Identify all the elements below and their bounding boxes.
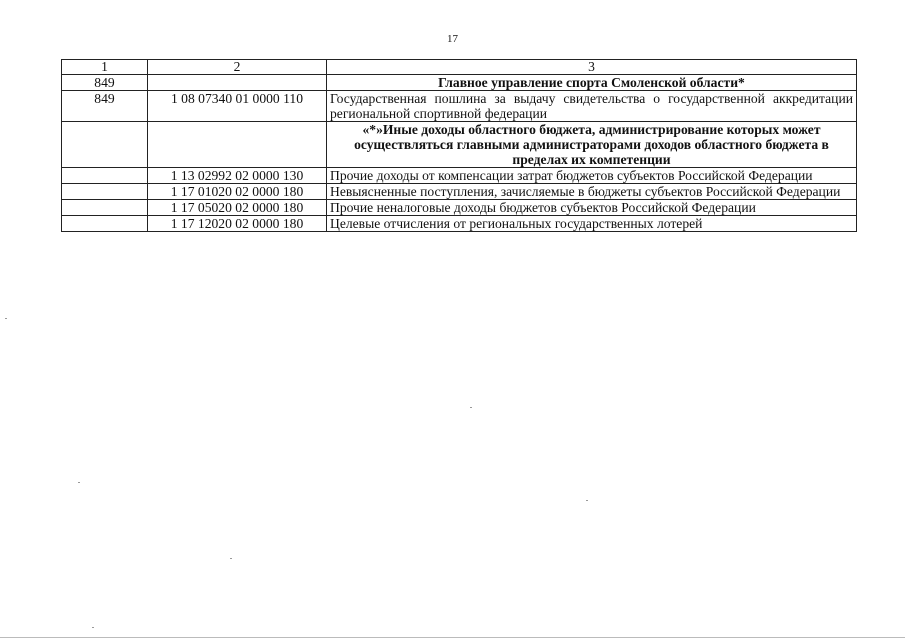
section-note-cell: «*»Иные доходы областного бюджета, администрирование которых может осуществляться главными администраторами доходов областного бюджета в пределах их компетенции (327, 122, 857, 168)
administrator-name-cell: Главное управление спорта Смоленской области* (327, 75, 857, 91)
column-header-3: 3 (327, 60, 857, 75)
column-header-2: 2 (148, 60, 327, 75)
scan-bottom-edge (0, 637, 905, 638)
income-code-cell (148, 122, 327, 168)
table-row (62, 216, 857, 232)
admin-code-cell (62, 168, 148, 184)
income-code-cell: 1 17 12020 02 0000 180 (148, 216, 327, 232)
income-administrators-table (61, 59, 857, 232)
table-header-row (62, 60, 857, 75)
admin-code-cell (62, 216, 148, 232)
income-code-cell: 1 17 01020 02 0000 180 (148, 184, 327, 200)
table-row (62, 122, 857, 168)
income-name-cell: Невыясненные поступления, зачисляемые в бюджеты субъектов Российской Федерации (327, 184, 857, 200)
table-row (62, 75, 857, 91)
table-row (62, 91, 857, 122)
scan-speck (230, 558, 232, 559)
page-number: 17 (447, 33, 458, 45)
scan-speck (586, 500, 588, 501)
table-row (62, 168, 857, 184)
admin-code-cell: 849 (62, 91, 148, 122)
admin-code-cell (62, 122, 148, 168)
income-code-cell: 1 17 05020 02 0000 180 (148, 200, 327, 216)
admin-code-cell (62, 184, 148, 200)
income-code-cell: 1 13 02992 02 0000 130 (148, 168, 327, 184)
income-code-cell: 1 08 07340 01 0000 110 (148, 91, 327, 122)
income-name-cell: Целевые отчисления от региональных государственных лотерей (327, 216, 857, 232)
column-header-1: 1 (62, 60, 148, 75)
scan-speck (92, 627, 94, 628)
income-code-cell (148, 75, 327, 91)
income-name-cell: Прочие неналоговые доходы бюджетов субъектов Российской Федерации (327, 200, 857, 216)
scan-speck (470, 407, 472, 408)
scan-speck (78, 482, 80, 483)
income-name-cell: Государственная пошлина за выдачу свидетельства о государственной аккредитации региональной спортивной федерации (327, 91, 857, 122)
table-row (62, 184, 857, 200)
scan-speck (5, 318, 7, 319)
admin-code-cell (62, 200, 148, 216)
table-row (62, 200, 857, 216)
income-name-cell: Прочие доходы от компенсации затрат бюджетов субъектов Российской Федерации (327, 168, 857, 184)
admin-code-cell: 849 (62, 75, 148, 91)
